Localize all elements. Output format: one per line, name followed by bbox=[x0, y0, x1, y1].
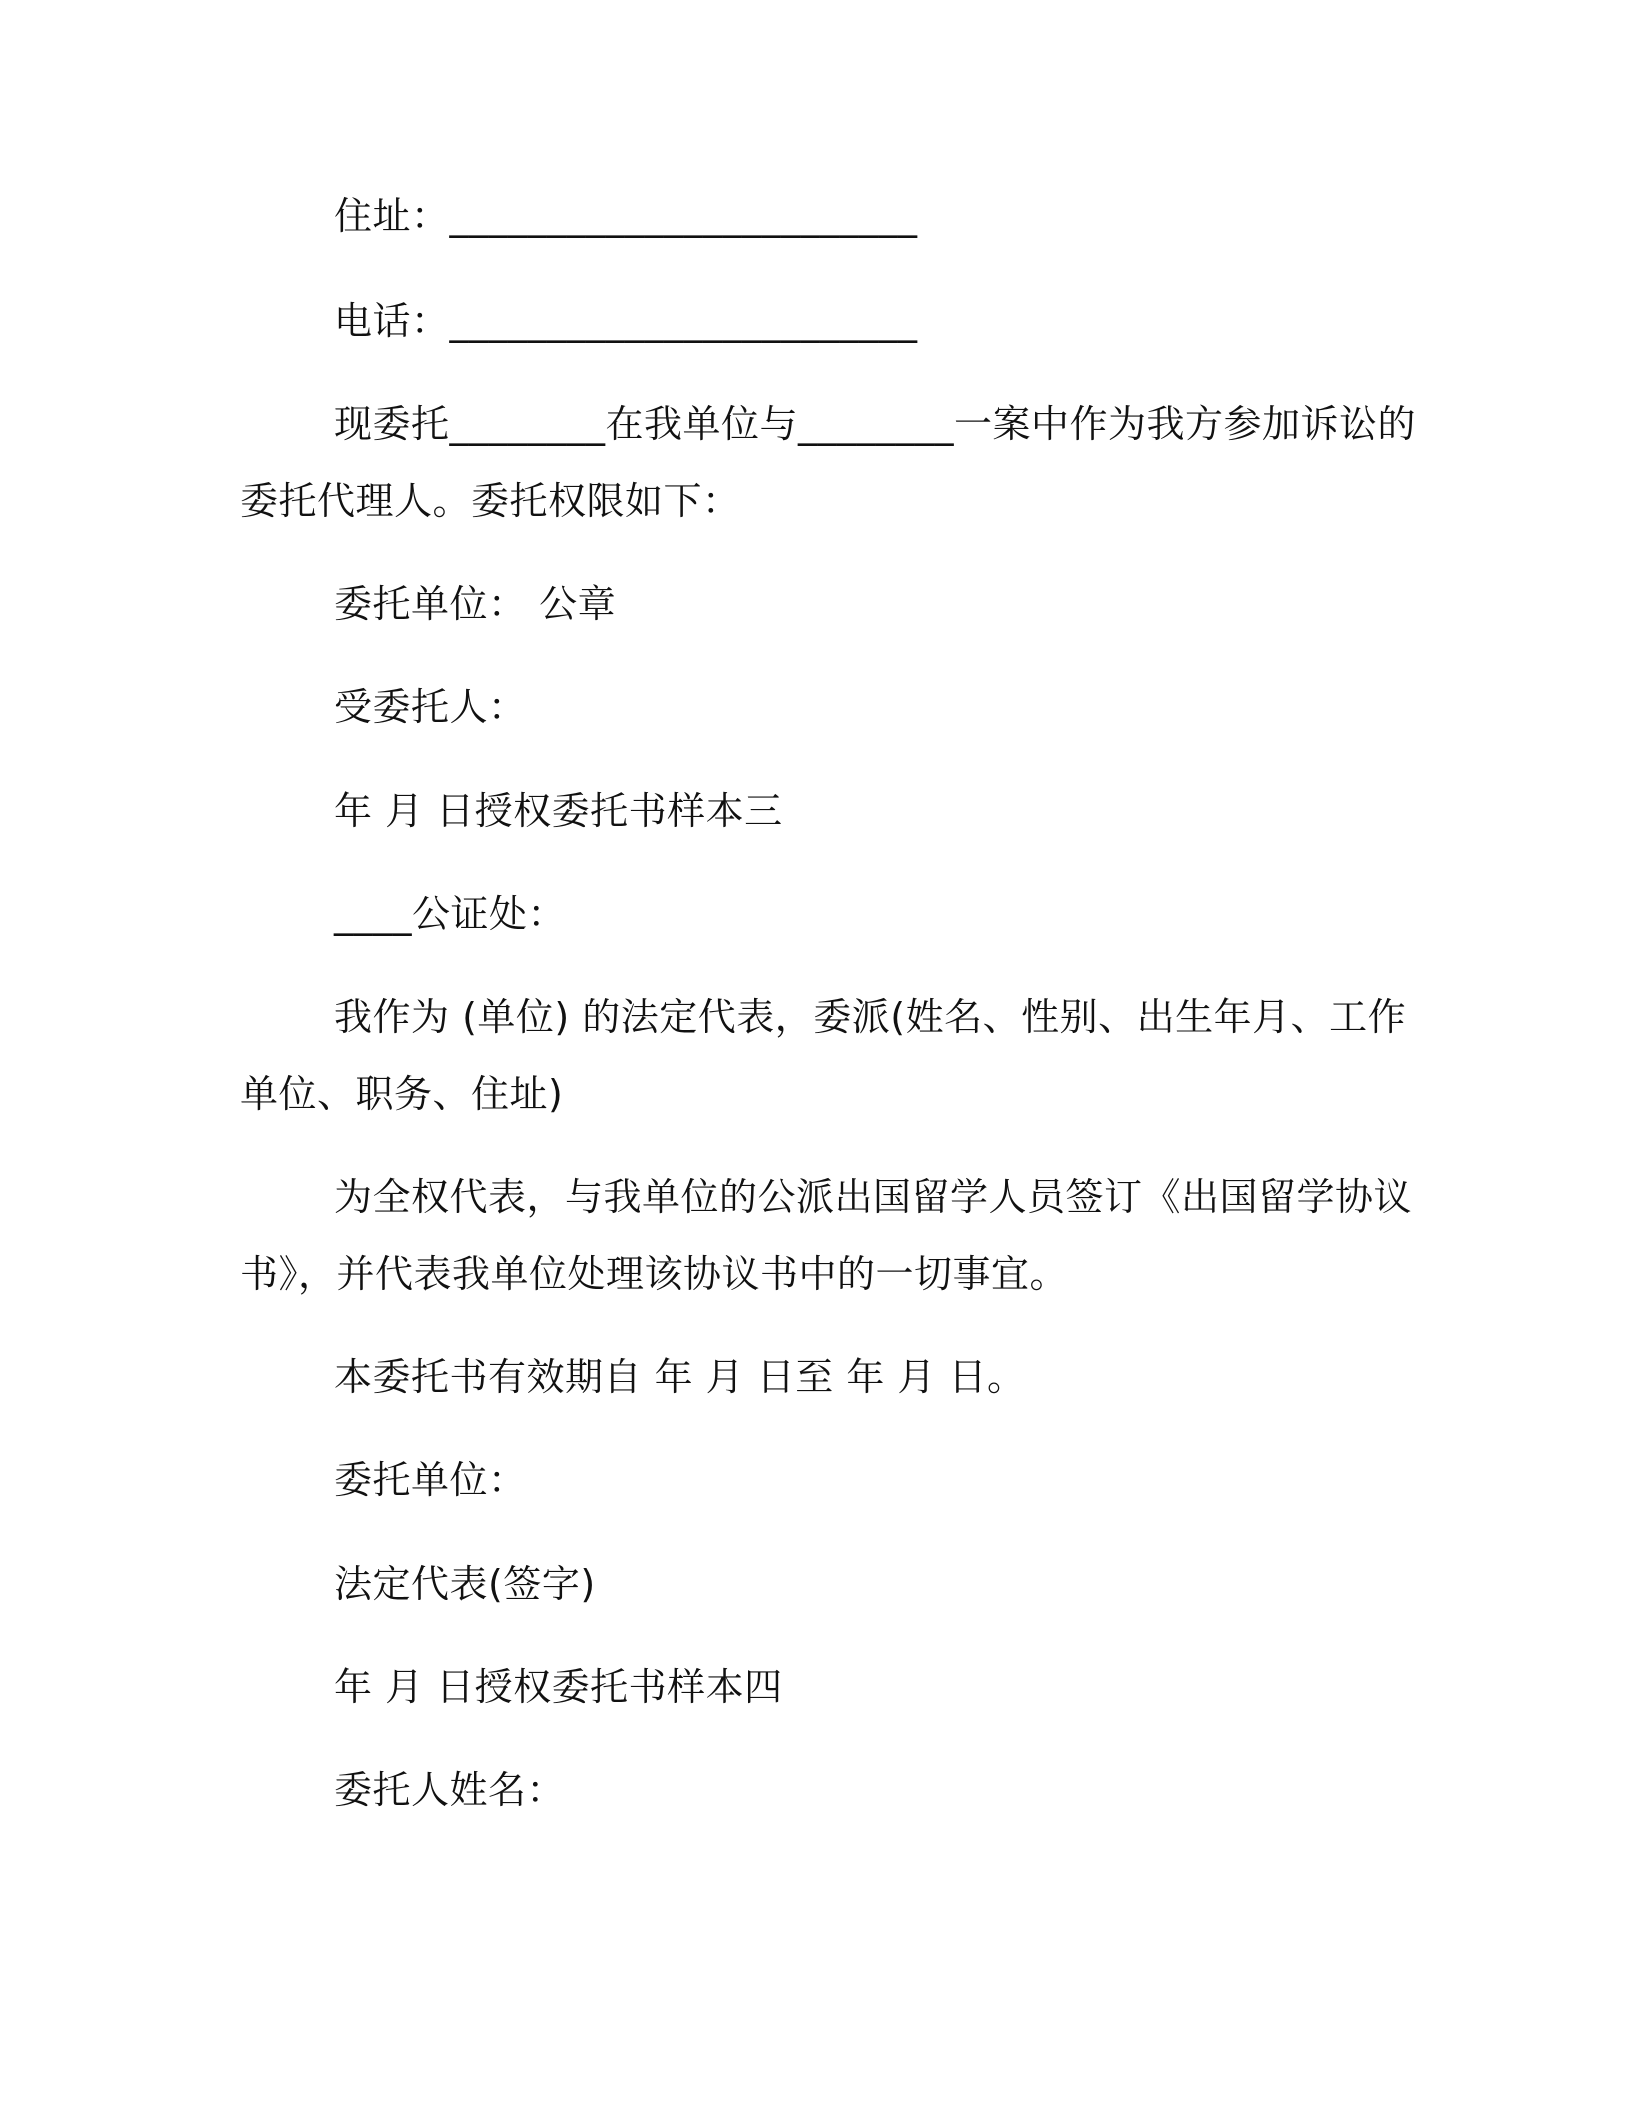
address-line: 住址：________________________ bbox=[334, 194, 918, 238]
sample-three-heading: 年 月 日授权委托书样本三 bbox=[334, 789, 783, 833]
validity-period-line: 本委托书有效期自 年 月 日至 年 月 日。 bbox=[334, 1355, 1026, 1399]
delegation-paragraph-line-1: 我作为 (单位) 的法定代表，委派(姓名、性别、出生年月、工作 bbox=[334, 995, 1407, 1039]
delegation-paragraph-line-2: 单位、职务、住址) bbox=[240, 1072, 564, 1116]
phone-line: 电话：________________________ bbox=[334, 299, 918, 343]
principal-name-line: 委托人姓名： bbox=[334, 1768, 566, 1812]
entrusting-unit-line: 委托单位： bbox=[334, 1458, 527, 1502]
sample-four-heading: 年 月 日授权委托书样本四 bbox=[334, 1665, 783, 1709]
entrusting-unit-seal-line: 委托单位： 公章 bbox=[334, 582, 617, 626]
authority-paragraph-line-1: 为全权代表，与我单位的公派出国留学人员签订《出国留学协议 bbox=[334, 1175, 1413, 1219]
legal-representative-signature-line: 法定代表(签字) bbox=[334, 1562, 596, 1606]
authority-paragraph-line-2: 书》，并代表我单位处理该协议书中的一切事宜。 bbox=[240, 1252, 1069, 1296]
notary-office-line: ____公证处： bbox=[334, 892, 567, 936]
trustee-line: 受委托人： bbox=[334, 685, 527, 729]
entrust-paragraph-line-2: 委托代理人。委托权限如下： bbox=[240, 479, 741, 523]
entrust-paragraph-line-1: 现委托________在我单位与________一案中作为我方参加诉讼的 bbox=[334, 402, 1417, 446]
